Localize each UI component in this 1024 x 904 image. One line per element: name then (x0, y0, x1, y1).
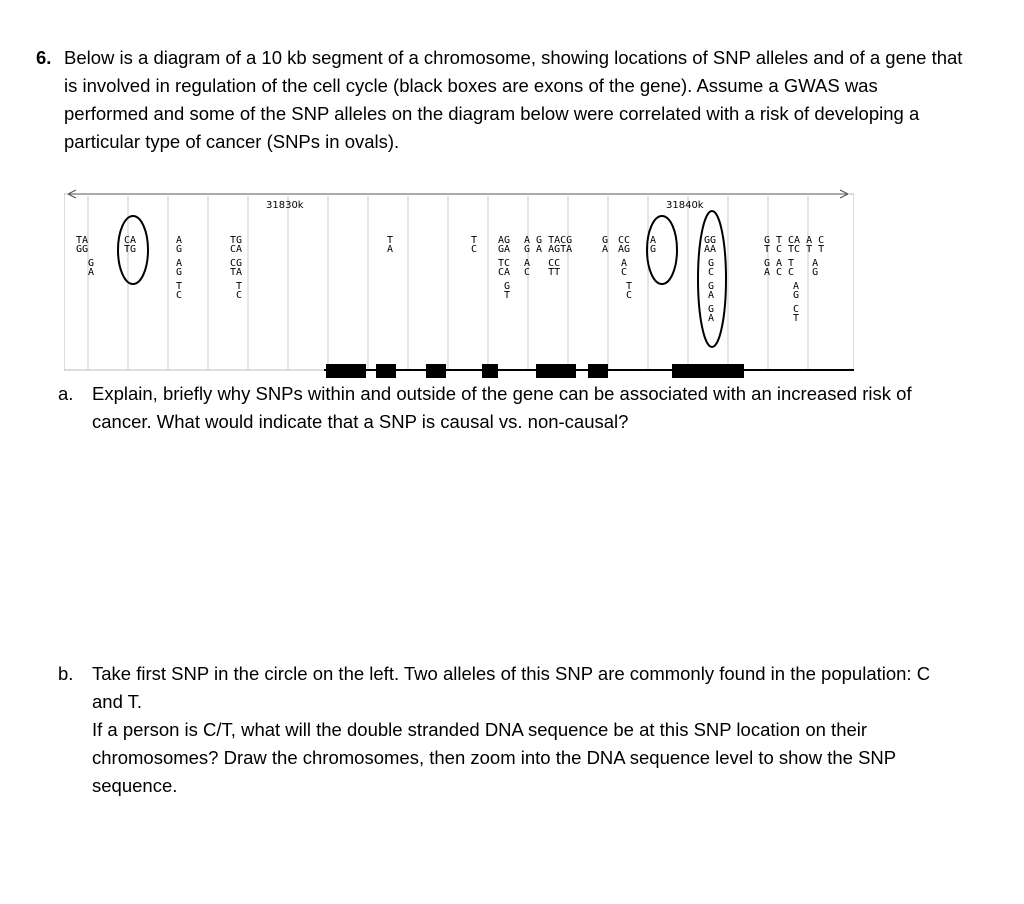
svg-text:A: A (176, 235, 183, 246)
snp-column (387, 235, 393, 255)
svg-text:A T A: A T A (776, 258, 819, 269)
snp-column (498, 235, 510, 301)
exon (536, 364, 576, 378)
chromosome-diagram (64, 182, 854, 382)
svg-text:CC: CC (618, 235, 631, 246)
part-a-letter: a. (58, 383, 74, 404)
svg-text:GG: GG (704, 235, 717, 246)
tick-label-31840k: 31840k (666, 200, 704, 211)
svg-text:CA: CA (124, 235, 137, 246)
svg-text:C: C (621, 267, 628, 278)
svg-text:G: G (176, 267, 183, 278)
svg-text:A: A (650, 235, 657, 246)
diagram-frame (64, 194, 854, 370)
tick-label-31830k: 31830k (266, 200, 304, 211)
svg-text:G: G (88, 258, 95, 269)
svg-text:G: G (176, 244, 183, 255)
svg-text:A: A (764, 267, 771, 278)
svg-text:A G TACG: A G TACG (524, 235, 573, 246)
snp-column (471, 235, 477, 255)
svg-text:T: T (793, 313, 800, 324)
part-a-text: Explain, briefly why SNPs within and outside of the gene can be associated with an increased risk of cancer. What would indicate that a SNP is causal vs. non-causal? (92, 383, 912, 432)
svg-text:TA: TA (76, 235, 89, 246)
part-b-letter: b. (58, 663, 74, 684)
part-b-line2: If a person is C/T, what will the double stranded DNA sequence be at this SNP location on their chromosomes? Draw the chromosomes, then zoom into the DNA sequence level to show the SNP sequence. (92, 719, 896, 796)
svg-text:A CC: A CC (524, 258, 561, 269)
snp-column (793, 281, 799, 324)
snp-column (776, 235, 824, 278)
exon (426, 364, 446, 378)
svg-text:CA: CA (230, 244, 243, 255)
svg-text:A: A (176, 258, 183, 269)
svg-text:A: A (387, 244, 394, 255)
snp-column (704, 235, 716, 324)
svg-text:A: A (602, 244, 609, 255)
svg-text:GA: GA (498, 244, 511, 255)
svg-text:C TT: C TT (524, 267, 561, 278)
question-number: 6. (36, 47, 52, 68)
svg-text:G: G (708, 281, 715, 292)
svg-text:G: G (764, 258, 771, 269)
question-text: Below is a diagram of a 10 kb segment of a chromosome, showing locations of SNP alleles and of a gene that is involved in regulation of the cell cycle (black boxes are exons of the gene). Assume a GWAS was performed and some of the SNP alleles on the diagram below were correlated with a risk of developing a particular type of cancer (SNPs in ovals). (64, 47, 963, 152)
svg-text:A: A (708, 313, 715, 324)
svg-text:TG: TG (230, 235, 243, 246)
svg-text:T: T (471, 235, 478, 246)
exon (672, 364, 744, 378)
snp-oval-3 (698, 211, 726, 347)
svg-text:T: T (387, 235, 394, 246)
svg-text:CG: CG (230, 258, 243, 269)
svg-text:T: T (236, 281, 243, 292)
snp-column (524, 235, 572, 278)
svg-text:GG: GG (76, 244, 89, 255)
exon (326, 364, 366, 378)
svg-text:T: T (176, 281, 183, 292)
svg-text:AG: AG (498, 235, 511, 246)
svg-text:A: A (621, 258, 628, 269)
svg-text:G: G (650, 244, 657, 255)
svg-text:G: G (764, 235, 771, 246)
exon (588, 364, 608, 378)
snp-column (602, 235, 608, 255)
svg-text:G: G (793, 290, 800, 301)
svg-text:A: A (793, 281, 800, 292)
part-b-line1: Take first SNP in the circle on the left. Two alleles of this SNP are commonly found in the population: C and T. (92, 663, 931, 712)
svg-text:A: A (88, 267, 95, 278)
svg-text:C: C (471, 244, 478, 255)
snp-column (230, 235, 242, 301)
svg-text:G: G (708, 258, 715, 269)
snp-column (650, 235, 656, 255)
exon (482, 364, 498, 378)
svg-text:AA: AA (704, 244, 717, 255)
svg-text:C: C (708, 267, 715, 278)
svg-text:T CA A C: T CA A C (776, 235, 825, 246)
svg-text:TC: TC (498, 258, 511, 269)
svg-text:G: G (504, 281, 511, 292)
svg-text:CA: CA (498, 267, 511, 278)
snp-column (764, 235, 770, 278)
svg-text:C: C (793, 304, 800, 315)
exon (376, 364, 396, 378)
svg-text:G: G (708, 304, 715, 315)
svg-text:TA: TA (230, 267, 243, 278)
svg-text:G A AGTA: G A AGTA (524, 244, 573, 255)
svg-text:TG: TG (124, 244, 137, 255)
svg-text:T: T (504, 290, 511, 301)
svg-text:AG: AG (618, 244, 631, 255)
svg-text:A: A (708, 290, 715, 301)
svg-text:G: G (602, 235, 609, 246)
snp-column (176, 235, 182, 301)
part-b-body (92, 660, 952, 800)
svg-text:C C G: C C G (776, 267, 819, 278)
svg-text:C TC T T: C TC T T (776, 244, 825, 255)
snp-column (124, 235, 136, 255)
svg-text:T: T (764, 244, 771, 255)
snp-column (76, 235, 94, 278)
svg-text:T: T (626, 281, 633, 292)
svg-text:C: C (176, 290, 183, 301)
grid-lines (88, 194, 808, 370)
svg-text:C: C (236, 290, 243, 301)
snp-column (618, 235, 632, 301)
svg-text:C: C (626, 290, 633, 301)
